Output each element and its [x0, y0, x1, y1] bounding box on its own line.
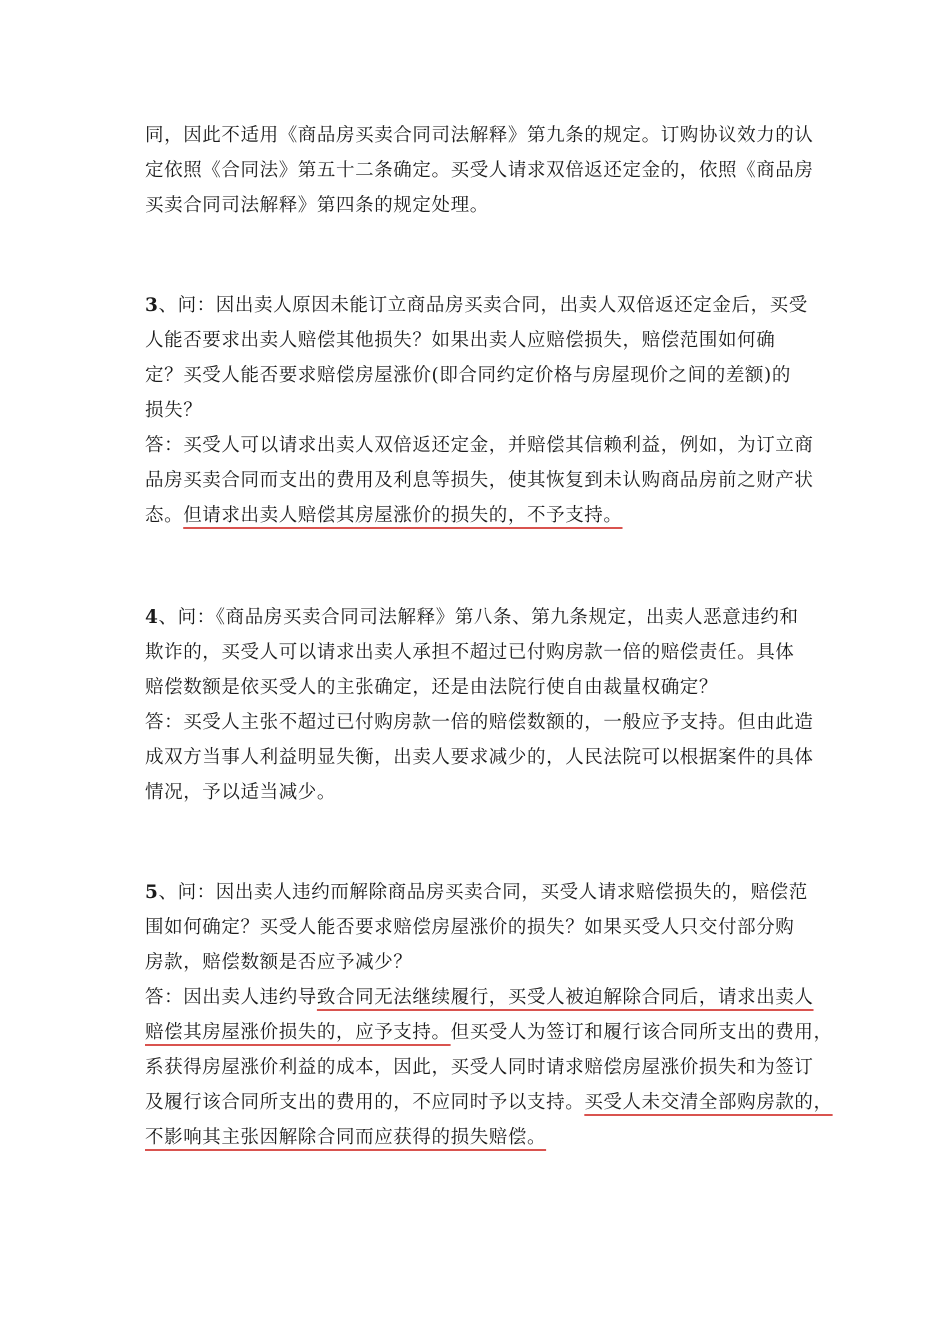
text-line: 成双方当事人利益明显失衡，出卖人要求减少的，人民法院可以根据案件的具体 [145, 747, 814, 768]
text-line: 欺诈的，买受人可以请求出卖人承担不超过已付购房款一倍的赔偿责任。具体 [145, 642, 795, 663]
question-3-line [145, 288, 810, 323]
question-text: 、问：因出卖人违约而解除商品房买卖合同，买受人请求赔偿损失的，赔偿范 [158, 882, 808, 903]
question-text: 、问：因出卖人原因未能订立商品房买卖合同，出卖人双倍返还定金后，买受 [158, 295, 808, 316]
text-line: 同，因此不适用《商品房买卖合同司法解释》第九条的规定。订购协议效力的认 [145, 125, 814, 146]
underlined-text: 买受人未交清全部购房款的， [584, 1092, 833, 1113]
text-line [145, 1015, 833, 1050]
question-number: 4 [145, 607, 159, 628]
answer-line [145, 980, 814, 1015]
text-line [145, 1085, 833, 1120]
text-fragment: 及履行该合同所支出的费用的，不应同时予以支持。 [145, 1092, 585, 1113]
question-4 [145, 600, 814, 810]
text-line: 房款，赔偿数额是否应予减少？ [145, 952, 413, 973]
text-line: 损失？ [145, 400, 203, 421]
underlined-text: 赔偿其房屋涨价损失的，应予支持。 [145, 1022, 451, 1043]
question-text: 、问：《商品房买卖合同司法解释》第八条、第九条规定，出卖人恶意违约和 [158, 607, 799, 628]
text-line: 围如何确定？买受人能否要求赔偿房屋涨价的损失？如果买受人只交付部分购 [145, 917, 795, 938]
text-fragment: 答：因出卖人违约导 [145, 987, 317, 1008]
underlined-text: 致合同无法继续履行，买受人被迫解除合同后，请求出卖人 [316, 987, 814, 1008]
answer-line: 答：买受人主张不超过已付购房款一倍的赔偿数额的，一般应予支持。但由此造 [145, 712, 814, 733]
question-5-line [145, 875, 810, 910]
question-5 [145, 875, 833, 1155]
answer-line: 答：买受人可以请求出卖人双倍返还定金，并赔偿其信赖利益，例如，为订立商 [145, 435, 814, 456]
question-4-line [145, 600, 810, 635]
text-line: 定？买受人能否要求赔偿房屋涨价(即合同约定价格与房屋现价之间的差额)的 [145, 365, 791, 386]
text-line: 买卖合同司法解释》第四条的规定处理。 [145, 195, 489, 216]
question-number: 3 [145, 295, 159, 316]
continuation-paragraph [145, 118, 814, 223]
text-line: 人能否要求出卖人赔偿其他损失？如果出卖人应赔偿损失，赔偿范围如何确 [145, 330, 776, 351]
underlined-text: 不影响其主张因解除合同而应获得的损失赔偿。 [145, 1127, 547, 1148]
text-line: 赔偿数额是依买受人的主张确定，还是由法院行使自由裁量权确定？ [145, 677, 719, 698]
text-fragment: 态。 [145, 505, 184, 526]
text-line: 系获得房屋涨价利益的成本，因此，买受人同时请求赔偿房屋涨价损失和为签订 [145, 1057, 814, 1078]
text-fragment: 但买受人为签订和履行该合同所支出的费用， [450, 1022, 833, 1043]
underlined-text: 但请求出卖人赔偿其房屋涨价的损失的，不予支持。 [183, 505, 623, 526]
text-line: 品房买卖合同而支出的费用及利息等损失，使其恢复到未认购商品房前之财产状 [145, 470, 814, 491]
question-3 [145, 288, 814, 533]
text-line: 情况，予以适当减少。 [145, 782, 337, 803]
text-line [145, 1120, 810, 1155]
text-line [145, 498, 810, 533]
text-line: 定依照《合同法》第五十二条确定。买受人请求双倍返还定金的，依照《商品房 [145, 160, 814, 181]
question-number: 5 [145, 882, 159, 903]
